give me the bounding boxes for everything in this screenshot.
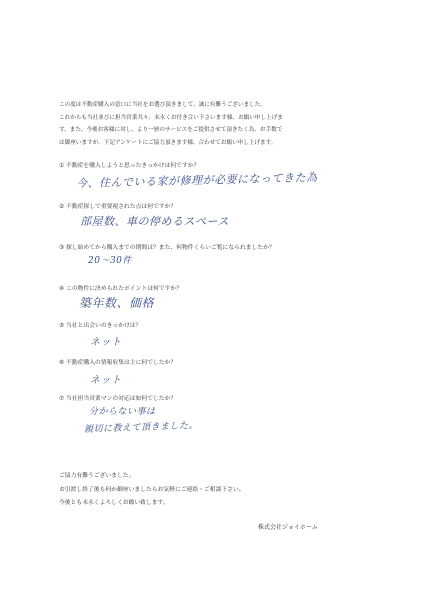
question-2: ② 不動産探しで重要視された点は何ですか？ (59, 204, 177, 210)
closing-line: お引渡し終了後も何か御座いましたらお気軽にご連絡・ご相談下さい。 (59, 486, 245, 493)
closing-line: 今後とも末永くよろしくお願い致します。 (59, 500, 169, 506)
question-6: ⑥ 不動産購入の情報収集は主に何でしたか？ (59, 360, 177, 366)
intro-line: す。また、今後お客様に対し、より一層のサービスをご提供させて頂きたく為、お手数で (59, 127, 283, 133)
question-4: ④ この物件に決められたポイントは何ですか？ (59, 286, 182, 292)
intro-line: これからも当社並びに担当営業共々、末永くお付き合い下さいます様、お願い申し上げま (59, 114, 283, 121)
company-name: 株式会社ジョイホーム (258, 524, 318, 531)
intro-line: は御座いますが、下記アンケートにご協力頂きます様、合わせてお願い申し上げます。 (59, 139, 277, 146)
closing-text (59, 470, 245, 511)
answer-3: 20～30件 (88, 256, 132, 266)
answer-7-line-1: 分からない事は (89, 407, 156, 417)
intro-line: この度は不動産購入の窓口に当社をお選び頂きまして、誠に有難うございました。 (59, 102, 266, 108)
question-1: ① 不動産を購入しようと思ったきっかけは何ですか？ (59, 163, 200, 169)
answer-6: ネット (90, 375, 122, 386)
intro-text (59, 99, 379, 149)
question-3: ③ 探し始めてから購入までの期間は？また、何物件くらいご覧になられましたか？ (59, 245, 275, 251)
answer-1: 今、住んでいる家が修理が必要になってきた為 (75, 170, 318, 191)
question-5: ⑤ 当社と出会いのきっかけは？ (59, 323, 142, 329)
answer-5: ネット (90, 337, 122, 348)
question-7: ⑦ 当社担当営業マンの対応は如何でしたか？ (59, 396, 177, 402)
answer-2: 部屋数、車の停めるスペース (80, 215, 229, 228)
answer-7-line-2: 親切に教えて頂きました。 (83, 421, 199, 435)
closing-line: ご協力有難うございました。 (59, 473, 135, 479)
answer-4: 築年数、価格 (79, 296, 155, 310)
